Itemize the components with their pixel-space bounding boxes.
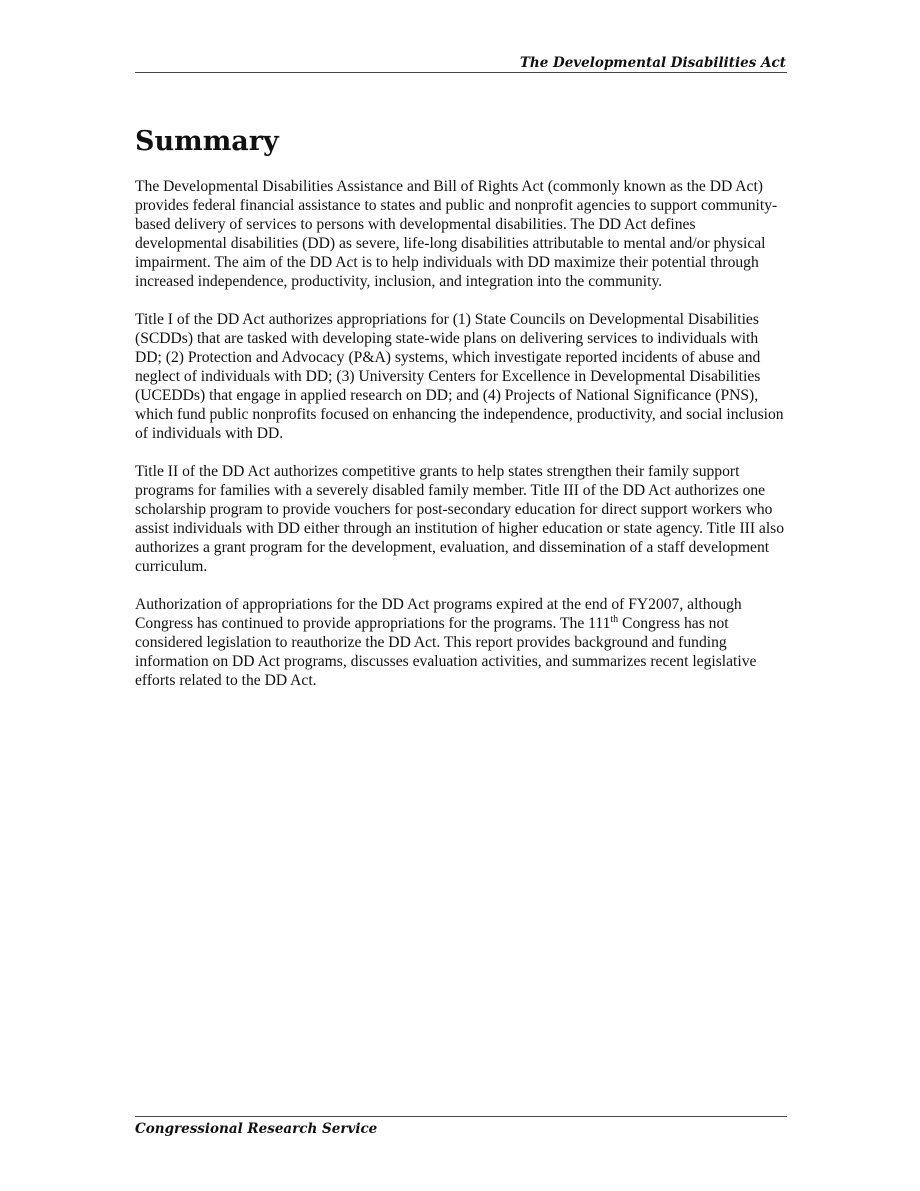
paragraph-4 xyxy=(135,595,787,690)
paragraph-4-part-2: Congress has not considered legislation to reauthorize the DD Act. This report provides background and funding information on DD Act programs, discusses evaluation activities, and summarizes recent legislative efforts related to the DD Act. xyxy=(135,615,757,689)
paragraph-3: Title II of the DD Act authorizes competitive grants to help states strengthen their family support programs for families with a severely disabled family member. Title III of the DD Act authorizes one scholarship program to provide vouchers for post-secondary education for direct support workers who assist individuals with DD either through an institution of higher education or state agency. Title III also authorizes a grant program for the development, evaluation, and dissemination of a staff development curriculum. xyxy=(135,463,785,575)
paragraph-1: The Developmental Disabilities Assistance and Bill of Rights Act (commonly known as the DD Act) provides federal financial assistance to states and public and nonprofit agencies to support community-based delivery of services to persons with developmental disabilities. The DD Act defines developmental disabilities (DD) as severe, life-long disabilities attributable to mental and/or physical impairment. The aim of the DD Act is to help individuals with DD maximize their potential through increased independence, productivity, inclusion, and integration into the community. xyxy=(135,178,778,290)
footer-rule xyxy=(135,1116,787,1117)
page-title: Summary xyxy=(135,126,279,157)
header-rule xyxy=(135,72,787,73)
paragraph-2: Title I of the DD Act authorizes appropriations for (1) State Councils on Developmental Disabilities (SCDDs) that are tasked with developing state-wide plans on delivering services to individuals with DD; (2) Protection and Advocacy (P&A) systems, which investigate reported incidents of abuse and neglect of individuals with DD; (3) University Centers for Excellence in Developmental Disabilities (UCEDDs) that engage in applied research on DD; and (4) Projects of National Significance (PNS), which fund public nonprofits focused on enhancing the independence, productivity, and social inclusion of individuals with DD. xyxy=(135,311,784,442)
running-header: The Developmental Disabilities Act xyxy=(519,55,786,71)
summary-body xyxy=(135,177,787,709)
ordinal-superscript: th xyxy=(610,613,619,625)
running-footer: Congressional Research Service xyxy=(135,1121,378,1137)
paragraph-4-part-1: Authorization of appropriations for the DD Act programs expired at the end of FY2007, although Congress has continued to provide appropriations for the programs. The 111 xyxy=(135,596,742,632)
